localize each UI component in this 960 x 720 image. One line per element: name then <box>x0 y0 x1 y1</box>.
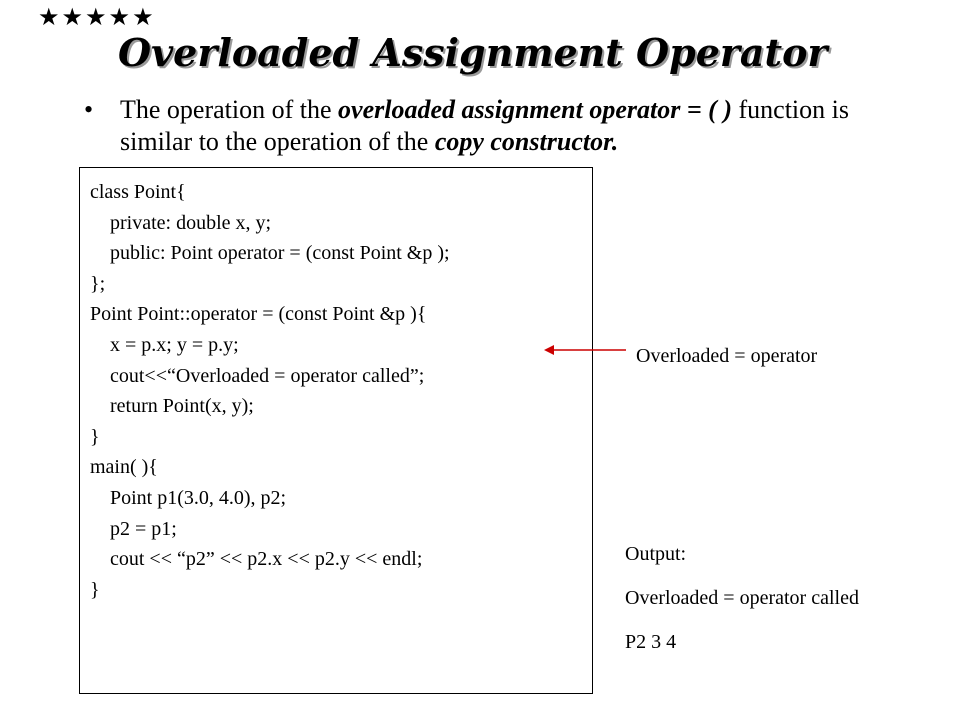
code-line: Point p1(3.0, 4.0), p2; <box>90 486 287 509</box>
output-panel <box>625 532 859 664</box>
bullet-marker: • <box>84 95 94 124</box>
operator-callout-label: Overloaded = operator <box>636 345 818 367</box>
code-line: }; <box>90 272 106 295</box>
code-line: p2 = p1; <box>90 517 177 540</box>
emphasis-assignment-operator: overloaded assignment operator = ( ) <box>338 95 732 124</box>
output-line: Overloaded = operator called <box>625 587 859 609</box>
code-line: } <box>90 425 100 448</box>
code-line: public: Point operator = (const Point &p ); <box>90 242 450 265</box>
code-line: cout<<“Overloaded = operator called”; <box>90 364 425 387</box>
code-line: class Point{ <box>90 181 186 203</box>
code-line: main( ){ <box>90 456 158 479</box>
rating-stars: ★★★★★ <box>38 5 156 31</box>
code-line: Point Point::operator = (const Point &p ){ <box>90 303 427 326</box>
paragraph-text-1: The operation of the <box>120 95 339 124</box>
code-line: cout << “p2” << p2.x << p2.y << endl; <box>90 548 423 571</box>
callout-arrow-icon <box>540 340 630 360</box>
description-paragraph <box>120 94 910 158</box>
slide-title: Overloaded Assignment Operator <box>118 30 828 75</box>
code-box <box>79 167 593 694</box>
output-line: P2 3 4 <box>625 631 677 653</box>
code-line: } <box>90 578 100 601</box>
code-line: return Point(x, y); <box>90 395 254 418</box>
code-line: private: double x, y; <box>90 211 272 234</box>
code-line: x = p.x; y = p.y; <box>90 333 239 356</box>
emphasis-copy-constructor: copy constructor. <box>434 127 619 156</box>
output-heading: Output: <box>625 543 687 565</box>
paragraph-text-2: function is similar to the operation of the <box>120 95 849 156</box>
